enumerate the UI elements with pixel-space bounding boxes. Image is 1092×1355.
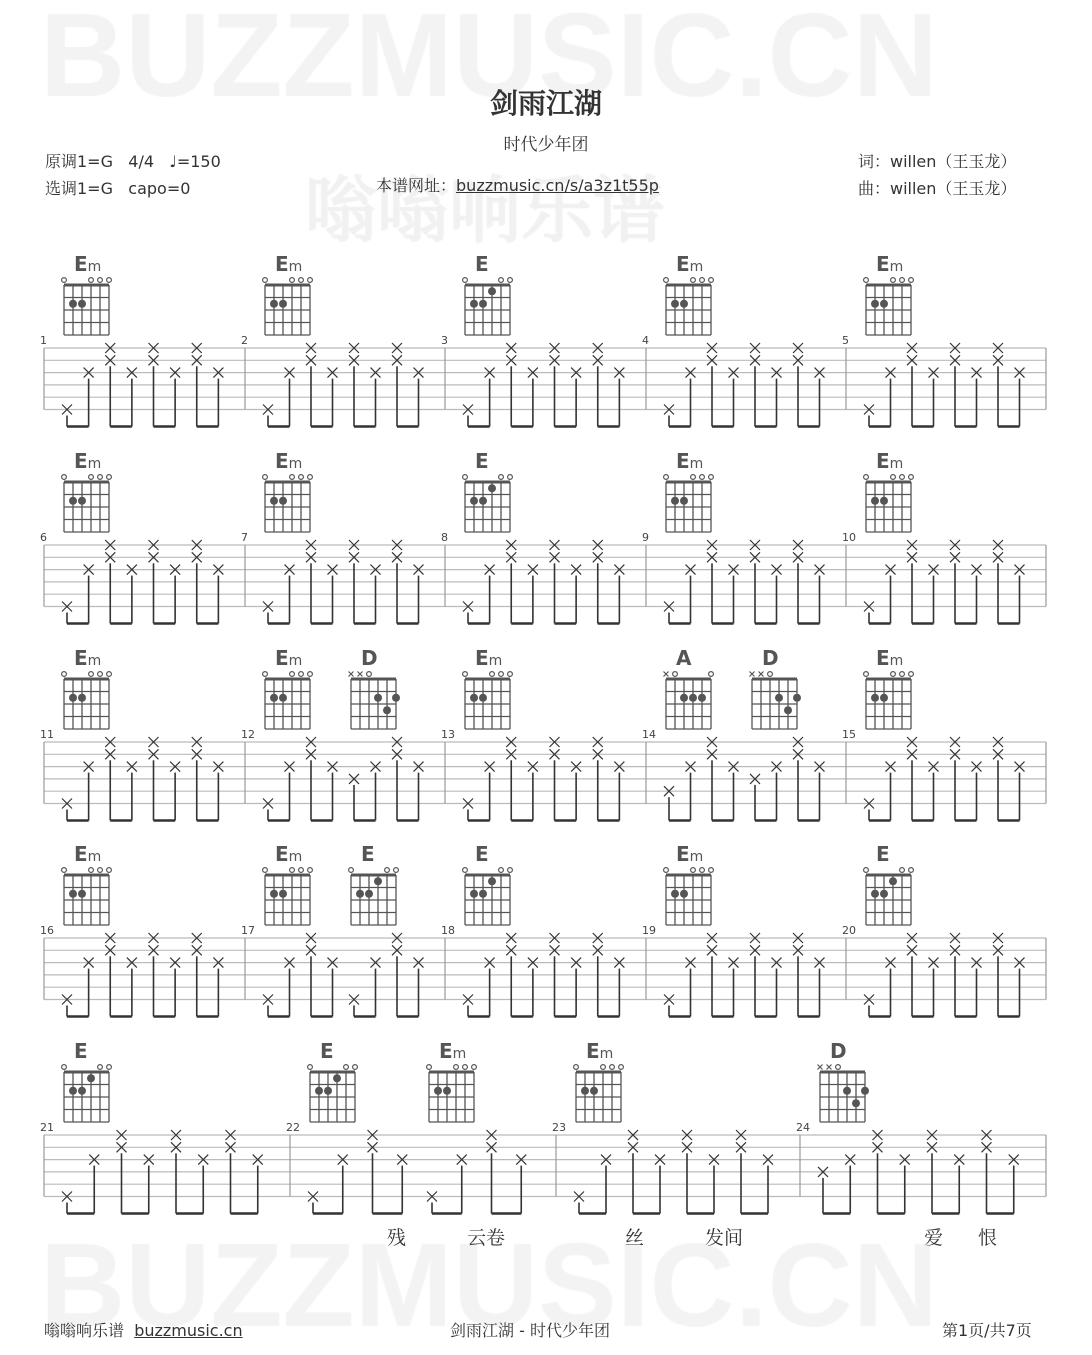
open-string-icon — [290, 672, 295, 677]
open-string-icon — [107, 475, 112, 480]
chord-diagram-e — [308, 1039, 358, 1122]
open-string-icon — [62, 1065, 67, 1070]
open-string-icon — [107, 868, 112, 873]
chord-suffix: m — [288, 259, 303, 275]
open-string-icon — [107, 1065, 112, 1070]
open-string-icon — [664, 868, 669, 873]
open-string-icon — [900, 278, 905, 283]
open-string-icon — [673, 672, 678, 677]
chord-diagram-em — [62, 842, 112, 925]
footer-song: 剑雨江湖 - 时代少年团 — [450, 1321, 610, 1340]
open-string-icon — [263, 672, 268, 677]
open-string-icon — [394, 868, 399, 873]
chord-diagram-em — [664, 842, 714, 925]
finger-dot — [698, 694, 706, 702]
open-string-icon — [427, 1065, 432, 1070]
measure-number: 12 — [241, 728, 255, 741]
open-string-icon — [98, 1065, 103, 1070]
open-string-icon — [700, 475, 705, 480]
open-string-icon — [709, 278, 714, 283]
open-string-icon — [700, 868, 705, 873]
finger-dot — [78, 497, 86, 505]
open-string-icon — [909, 278, 914, 283]
measure-number: 5 — [842, 334, 849, 347]
finger-dot — [871, 497, 879, 505]
chord-diagram-em — [664, 449, 714, 532]
lyric: 云卷 — [467, 1227, 506, 1249]
open-string-icon — [836, 1065, 841, 1070]
finger-dot — [671, 300, 679, 308]
url-label: 本谱网址： — [376, 176, 457, 195]
lyric: 恨 — [978, 1227, 998, 1249]
lyric: 残 — [387, 1227, 407, 1249]
chord-name: Em — [586, 1039, 614, 1063]
finger-dot — [479, 890, 487, 898]
chord-diagram-e — [864, 842, 914, 925]
open-string-icon — [508, 672, 513, 677]
open-string-icon — [290, 278, 295, 283]
muted-string-icon — [827, 1065, 832, 1070]
open-string-icon — [691, 475, 696, 480]
chord-suffix: m — [288, 849, 303, 865]
open-string-icon — [308, 475, 313, 480]
finger-dot — [843, 1087, 851, 1095]
open-string-icon — [290, 475, 295, 480]
url-link[interactable]: buzzmusic.cn/s/a3z1t55p — [456, 176, 659, 195]
chord-diagram-em — [263, 646, 313, 729]
open-string-icon — [89, 475, 94, 480]
chord-diagram-em — [864, 646, 914, 729]
chord-name: D — [762, 646, 779, 670]
measure-number: 20 — [842, 924, 856, 937]
finger-dot — [279, 300, 287, 308]
finger-dot — [871, 890, 879, 898]
open-string-icon — [909, 475, 914, 480]
chord-suffix: m — [889, 259, 904, 275]
open-string-icon — [864, 868, 869, 873]
chord-diagram-em — [263, 842, 313, 925]
finger-dot — [861, 1087, 869, 1095]
open-string-icon — [107, 672, 112, 677]
chord-diagram-em — [864, 252, 914, 335]
chord-name: Em — [676, 842, 704, 866]
chord-name: D — [361, 646, 378, 670]
finger-dot — [689, 694, 697, 702]
open-string-icon — [664, 278, 669, 283]
chord-name: E — [74, 1039, 88, 1063]
chord-diagram-e — [463, 449, 513, 532]
open-string-icon — [864, 475, 869, 480]
open-string-icon — [574, 1065, 579, 1070]
finger-dot — [488, 484, 496, 492]
open-string-icon — [709, 868, 714, 873]
chord-diagram-d — [818, 1039, 870, 1122]
chord-diagram-e — [349, 842, 399, 925]
chord-name: Em — [676, 252, 704, 276]
open-string-icon — [263, 475, 268, 480]
open-string-icon — [864, 278, 869, 283]
open-string-icon — [700, 278, 705, 283]
chord-suffix: m — [288, 653, 303, 669]
muted-string-icon — [358, 672, 363, 677]
chord-suffix: m — [87, 456, 102, 472]
chord-diagram-d — [349, 646, 401, 729]
measure-number: 13 — [441, 728, 455, 741]
finger-dot — [852, 1099, 860, 1107]
finger-dot — [488, 877, 496, 885]
open-string-icon — [299, 672, 304, 677]
finger-dot — [680, 890, 688, 898]
measure-number: 14 — [642, 728, 656, 741]
select-key-value: 选调1=G — [45, 179, 113, 198]
finger-dot — [333, 1074, 341, 1082]
open-string-icon — [385, 868, 390, 873]
open-string-icon — [89, 278, 94, 283]
open-string-icon — [62, 868, 67, 873]
finger-dot — [69, 300, 77, 308]
finger-dot — [324, 1087, 332, 1095]
chord-name: Em — [74, 252, 102, 276]
chord-name: Em — [876, 252, 904, 276]
finger-dot — [488, 287, 496, 295]
open-string-icon — [263, 868, 268, 873]
measure-number: 6 — [40, 531, 47, 544]
lyric: 丝 — [625, 1227, 645, 1249]
chord-suffix: m — [87, 259, 102, 275]
muted-string-icon — [818, 1065, 823, 1070]
open-string-icon — [900, 672, 905, 677]
finger-dot — [470, 497, 478, 505]
chord-name: Em — [475, 646, 503, 670]
finger-dot — [270, 890, 278, 898]
open-string-icon — [499, 868, 504, 873]
chord-suffix: m — [689, 456, 704, 472]
chord-name: Em — [275, 252, 303, 276]
finger-dot — [78, 300, 86, 308]
measure-number: 24 — [796, 1121, 810, 1134]
open-string-icon — [664, 475, 669, 480]
open-string-icon — [463, 1065, 468, 1070]
measure-number: 15 — [842, 728, 856, 741]
chord-name: E — [475, 252, 489, 276]
open-string-icon — [349, 868, 354, 873]
open-string-icon — [62, 475, 67, 480]
open-string-icon — [499, 475, 504, 480]
open-string-icon — [490, 672, 495, 677]
open-string-icon — [472, 1065, 477, 1070]
finger-dot — [680, 300, 688, 308]
finger-dot — [784, 706, 792, 714]
open-string-icon — [98, 278, 103, 283]
open-string-icon — [610, 1065, 615, 1070]
open-string-icon — [768, 672, 773, 677]
open-string-icon — [891, 475, 896, 480]
finger-dot — [479, 694, 487, 702]
finger-dot — [880, 890, 888, 898]
measure-number: 16 — [40, 924, 54, 937]
finger-dot — [374, 877, 382, 885]
lyric: 爱 — [924, 1227, 944, 1249]
chord-name: Em — [876, 449, 904, 473]
chord-name: Em — [275, 646, 303, 670]
measure-number: 3 — [441, 334, 448, 347]
measure-number: 17 — [241, 924, 255, 937]
finger-dot — [793, 694, 801, 702]
finger-dot — [434, 1087, 442, 1095]
open-string-icon — [463, 868, 468, 873]
footer-site-name: 嗡嗡响乐谱 — [44, 1321, 125, 1340]
chord-name: E — [475, 842, 489, 866]
finger-dot — [871, 694, 879, 702]
measure-number: 8 — [441, 531, 448, 544]
chord-name: Em — [74, 842, 102, 866]
open-string-icon — [463, 672, 468, 677]
key-value: 原调1=G — [45, 152, 113, 171]
finger-dot — [69, 890, 77, 898]
chord-suffix: m — [452, 1046, 467, 1062]
finger-dot — [880, 300, 888, 308]
finger-dot — [270, 694, 278, 702]
chord-name: E — [320, 1039, 334, 1063]
chord-name: Em — [275, 449, 303, 473]
chord-name: Em — [74, 449, 102, 473]
composer: 曲：willen（王玉龙） — [858, 179, 1017, 198]
chord-suffix: m — [87, 653, 102, 669]
finger-dot — [270, 497, 278, 505]
open-string-icon — [98, 672, 103, 677]
chord-suffix: m — [599, 1046, 614, 1062]
open-string-icon — [454, 1065, 459, 1070]
open-string-icon — [308, 868, 313, 873]
measure-number: 11 — [40, 728, 54, 741]
finger-dot — [581, 1087, 589, 1095]
chord-suffix: m — [889, 653, 904, 669]
finger-dot — [443, 1087, 451, 1095]
finger-dot — [356, 890, 364, 898]
chord-name: Em — [275, 842, 303, 866]
open-string-icon — [62, 278, 67, 283]
finger-dot — [374, 694, 382, 702]
chord-diagram-em — [263, 449, 313, 532]
chord-name: E — [876, 842, 890, 866]
open-string-icon — [909, 868, 914, 873]
chord-diagram-em — [62, 252, 112, 335]
finger-dot — [470, 694, 478, 702]
chord-diagram-em — [664, 252, 714, 335]
muted-string-icon — [750, 672, 755, 677]
chord-name: Em — [439, 1039, 467, 1063]
measure-number: 18 — [441, 924, 455, 937]
chord-name: Em — [676, 449, 704, 473]
finger-dot — [871, 300, 879, 308]
open-string-icon — [508, 868, 513, 873]
chord-name: E — [475, 449, 489, 473]
chord-diagram-e — [463, 252, 513, 335]
footer-page: 第1页/共7页 — [942, 1321, 1032, 1340]
finger-dot — [87, 1074, 95, 1082]
chord-diagram-em — [574, 1039, 624, 1122]
footer-site — [44, 1318, 243, 1341]
measure-number: 1 — [40, 334, 47, 347]
chord-diagram-a — [664, 646, 714, 729]
open-string-icon — [508, 278, 513, 283]
lyricist: 词：willen（王玉龙） — [858, 152, 1017, 171]
finger-dot — [365, 890, 373, 898]
measure-number: 10 — [842, 531, 856, 544]
chord-name: A — [676, 646, 692, 670]
open-string-icon — [499, 278, 504, 283]
chord-diagram-em — [62, 449, 112, 532]
open-string-icon — [62, 672, 67, 677]
footer-link[interactable]: buzzmusic.cn — [134, 1321, 243, 1340]
measure-number: 22 — [286, 1121, 300, 1134]
finger-dot — [680, 694, 688, 702]
time-signature: 4/4 — [128, 152, 155, 171]
chord-suffix: m — [87, 849, 102, 865]
finger-dot — [279, 694, 287, 702]
chord-diagram-em — [463, 646, 513, 729]
open-string-icon — [98, 868, 103, 873]
finger-dot — [69, 497, 77, 505]
open-string-icon — [619, 1065, 624, 1070]
finger-dot — [479, 300, 487, 308]
song-title: 剑雨江湖 — [489, 87, 602, 120]
measure-number: 21 — [40, 1121, 54, 1134]
finger-dot — [279, 497, 287, 505]
chord-name: D — [830, 1039, 847, 1063]
open-string-icon — [864, 672, 869, 677]
chord-suffix: m — [689, 849, 704, 865]
chord-suffix: m — [288, 456, 303, 472]
measure-number: 4 — [642, 334, 649, 347]
finger-dot — [78, 694, 86, 702]
open-string-icon — [308, 1065, 313, 1070]
open-string-icon — [463, 278, 468, 283]
open-string-icon — [299, 868, 304, 873]
lyric: 发间 — [705, 1227, 744, 1249]
open-string-icon — [900, 475, 905, 480]
open-string-icon — [508, 475, 513, 480]
chord-diagram-em — [864, 449, 914, 532]
muted-string-icon — [349, 672, 354, 677]
measure-number: 7 — [241, 531, 248, 544]
finger-dot — [69, 694, 77, 702]
chord-diagram-e — [62, 1039, 112, 1122]
chord-diagram-em — [427, 1039, 477, 1122]
open-string-icon — [691, 278, 696, 283]
open-string-icon — [909, 672, 914, 677]
chord-diagram-em — [263, 252, 313, 335]
artist: 时代少年团 — [503, 135, 589, 155]
open-string-icon — [299, 475, 304, 480]
open-string-icon — [353, 1065, 358, 1070]
open-string-icon — [89, 868, 94, 873]
open-string-icon — [344, 1065, 349, 1070]
open-string-icon — [891, 672, 896, 677]
open-string-icon — [107, 278, 112, 283]
open-string-icon — [691, 868, 696, 873]
finger-dot — [590, 1087, 598, 1095]
open-string-icon — [308, 278, 313, 283]
open-string-icon — [709, 475, 714, 480]
open-string-icon — [499, 672, 504, 677]
open-string-icon — [290, 868, 295, 873]
finger-dot — [880, 497, 888, 505]
open-string-icon — [299, 278, 304, 283]
chord-name: Em — [74, 646, 102, 670]
finger-dot — [279, 890, 287, 898]
finger-dot — [671, 497, 679, 505]
finger-dot — [383, 706, 391, 714]
finger-dot — [880, 694, 888, 702]
capo: capo=0 — [128, 179, 191, 198]
open-string-icon — [900, 868, 905, 873]
chord-suffix: m — [488, 653, 503, 669]
open-string-icon — [601, 1065, 606, 1070]
finger-dot — [392, 694, 400, 702]
measure-number: 19 — [642, 924, 656, 937]
muted-string-icon — [664, 672, 669, 677]
finger-dot — [470, 300, 478, 308]
tempo: ♩=150 — [169, 152, 221, 171]
chord-suffix: m — [689, 259, 704, 275]
open-string-icon — [89, 672, 94, 677]
open-string-icon — [308, 672, 313, 677]
open-string-icon — [263, 278, 268, 283]
finger-dot — [270, 300, 278, 308]
chord-diagram-d — [750, 646, 802, 729]
measure-number: 2 — [241, 334, 248, 347]
chord-suffix: m — [889, 456, 904, 472]
open-string-icon — [709, 672, 714, 677]
measure-number: 23 — [552, 1121, 566, 1134]
finger-dot — [680, 497, 688, 505]
finger-dot — [470, 890, 478, 898]
chord-diagram-e — [463, 842, 513, 925]
finger-dot — [479, 497, 487, 505]
finger-dot — [78, 890, 86, 898]
open-string-icon — [367, 672, 372, 677]
open-string-icon — [98, 475, 103, 480]
open-string-icon — [891, 278, 896, 283]
muted-string-icon — [759, 672, 764, 677]
finger-dot — [889, 877, 897, 885]
chord-name: Em — [876, 646, 904, 670]
finger-dot — [78, 1087, 86, 1095]
finger-dot — [69, 1087, 77, 1095]
measure-number: 9 — [642, 531, 649, 544]
open-string-icon — [463, 475, 468, 480]
finger-dot — [671, 890, 679, 898]
finger-dot — [775, 694, 783, 702]
finger-dot — [315, 1087, 323, 1095]
chord-name: E — [361, 842, 375, 866]
chord-diagram-em — [62, 646, 112, 729]
